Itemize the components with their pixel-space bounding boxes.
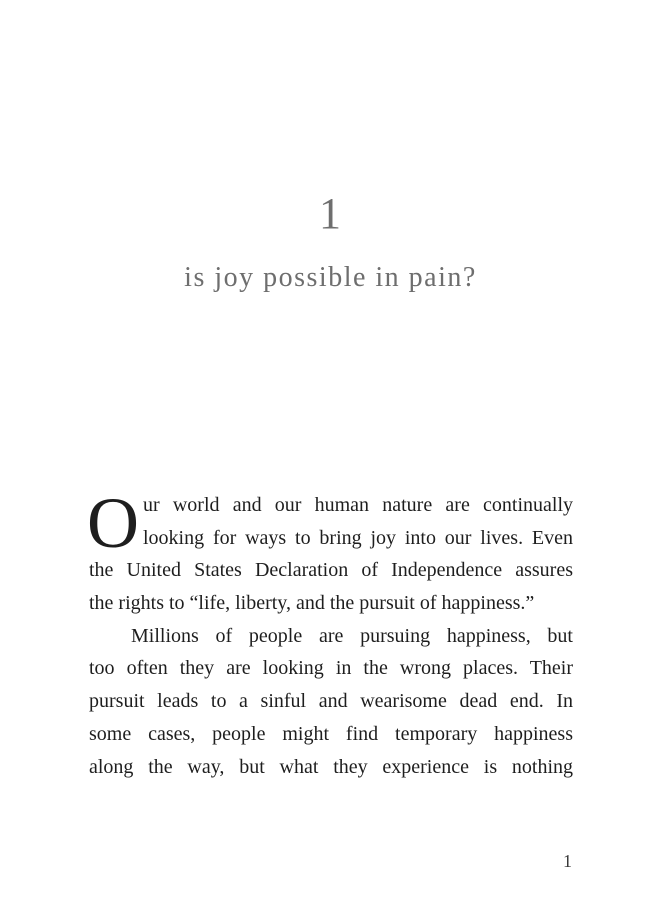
text-line: pursuit leads to a sinful and wearisome dead end. In <box>89 690 573 713</box>
drop-cap: O <box>87 483 139 563</box>
text-line: Millions of people are pursuing happiness, but <box>131 624 573 647</box>
text-line: some cases, people might find temporary happiness <box>89 722 573 745</box>
text-line: the United States Declaration of Independence assures <box>89 559 573 582</box>
text-line: too often they are looking in the wrong places. Their <box>89 657 573 680</box>
page-number: 1 <box>563 851 572 871</box>
chapter-number: 1 <box>319 189 342 238</box>
text-line: looking for ways to bring joy into our lives. Even <box>143 526 573 549</box>
chapter-title: is joy possible in pain? <box>184 262 477 293</box>
text-line: ur world and our human nature are continually <box>143 494 573 516</box>
text-line: the rights to “life, liberty, and the pursuit of happiness.” <box>89 592 535 615</box>
body-text <box>87 483 573 783</box>
text-line: along the way, but what they experience is nothing <box>89 755 573 778</box>
